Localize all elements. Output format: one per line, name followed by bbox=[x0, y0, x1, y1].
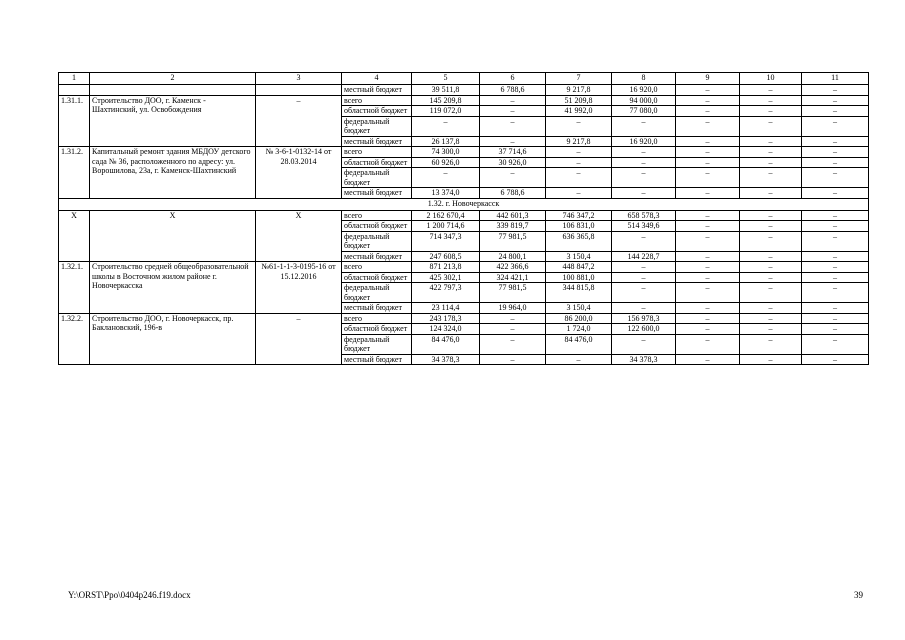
page-number: 39 bbox=[854, 590, 863, 600]
amount-cell: – bbox=[676, 221, 740, 232]
amount-cell: 442 601,3 bbox=[480, 210, 546, 221]
column-header: 8 bbox=[612, 73, 676, 85]
funding-source: местный бюджет bbox=[342, 251, 412, 262]
amount-cell: – bbox=[676, 251, 740, 262]
amount-cell: – bbox=[480, 354, 546, 365]
amount-cell: 422 366,6 bbox=[480, 262, 546, 273]
amount-cell: 106 831,0 bbox=[546, 221, 612, 232]
amount-cell: – bbox=[740, 324, 802, 335]
amount-cell: – bbox=[612, 303, 676, 314]
amount-cell: 24 800,1 bbox=[480, 251, 546, 262]
amount-cell: 124 324,0 bbox=[412, 324, 480, 335]
amount-cell: 60 926,0 bbox=[412, 157, 480, 168]
amount-cell: – bbox=[546, 354, 612, 365]
amount-cell: – bbox=[480, 116, 546, 136]
amount-cell: – bbox=[740, 210, 802, 221]
funding-source: всего bbox=[342, 147, 412, 158]
amount-cell: – bbox=[740, 136, 802, 147]
amount-cell: – bbox=[676, 283, 740, 303]
amount-cell: – bbox=[676, 303, 740, 314]
amount-cell: 714 347,3 bbox=[412, 231, 480, 251]
amount-cell: 3 150,4 bbox=[546, 303, 612, 314]
amount-cell: 100 881,0 bbox=[546, 272, 612, 283]
funding-source: областной бюджет bbox=[342, 106, 412, 117]
amount-cell: – bbox=[546, 147, 612, 158]
funding-source: федеральный бюджет bbox=[342, 334, 412, 354]
amount-cell: – bbox=[546, 116, 612, 136]
amount-cell: 77 080,0 bbox=[612, 106, 676, 117]
amount-cell: 16 920,0 bbox=[612, 85, 676, 96]
amount-cell: – bbox=[740, 188, 802, 199]
amount-cell: – bbox=[480, 106, 546, 117]
amount-cell: – bbox=[612, 231, 676, 251]
amount-cell: 74 300,0 bbox=[412, 147, 480, 158]
amount-cell: 122 600,0 bbox=[612, 324, 676, 335]
amount-cell: – bbox=[612, 188, 676, 199]
amount-cell: – bbox=[480, 95, 546, 106]
amount-cell: – bbox=[802, 95, 869, 106]
item-number: 1.31.1. bbox=[59, 95, 90, 147]
amount-cell: 37 714,6 bbox=[480, 147, 546, 158]
amount-cell: 144 228,7 bbox=[612, 251, 676, 262]
item-name: Строительство ДОО, г. Каменск - Шахтинский, ул. Освобождения bbox=[90, 95, 256, 147]
amount-cell: 448 847,2 bbox=[546, 262, 612, 273]
amount-cell: 84 476,0 bbox=[412, 334, 480, 354]
amount-cell: – bbox=[740, 85, 802, 96]
amount-cell: 39 511,8 bbox=[412, 85, 480, 96]
item-number: 1.32.1. bbox=[59, 262, 90, 314]
item-document: – bbox=[256, 95, 342, 147]
amount-cell: 41 992,0 bbox=[546, 106, 612, 117]
amount-cell: 1 200 714,6 bbox=[412, 221, 480, 232]
table-row bbox=[59, 262, 869, 273]
column-header: 9 bbox=[676, 73, 740, 85]
funding-source: всего bbox=[342, 313, 412, 324]
amount-cell: – bbox=[802, 231, 869, 251]
amount-cell: – bbox=[802, 85, 869, 96]
amount-cell: – bbox=[480, 136, 546, 147]
item-document: №61-1-1-3-0195-16 от 15.12.2016 bbox=[256, 262, 342, 314]
funding-source: местный бюджет bbox=[342, 354, 412, 365]
amount-cell: – bbox=[676, 354, 740, 365]
item-number: 1.32.2. bbox=[59, 313, 90, 365]
amount-cell: 94 000,0 bbox=[612, 95, 676, 106]
item-name: Строительство ДОО, г. Новочеркасск, пр. Баклановский, 196-в bbox=[90, 313, 256, 365]
funding-source: областной бюджет bbox=[342, 157, 412, 168]
amount-cell: 86 200,0 bbox=[546, 313, 612, 324]
item-name: Капитальный ремонт здания МБДОУ детского сада № 36, расположенного по адресу: ул. Ворошилова, 23а, г. Каменск-Шахтинский bbox=[90, 147, 256, 199]
table-body bbox=[59, 73, 869, 365]
funding-source: всего bbox=[342, 262, 412, 273]
item-document: № 3-6-1-0132-14 от 28.03.2014 bbox=[256, 147, 342, 199]
amount-cell: – bbox=[676, 272, 740, 283]
table-row bbox=[59, 85, 869, 96]
item-number: 1.31.2. bbox=[59, 147, 90, 199]
column-header: 2 bbox=[90, 73, 256, 85]
amount-cell: – bbox=[546, 188, 612, 199]
amount-cell: – bbox=[676, 231, 740, 251]
item-name: Х bbox=[90, 210, 256, 262]
table-row bbox=[59, 95, 869, 106]
amount-cell: – bbox=[612, 116, 676, 136]
amount-cell: 34 378,3 bbox=[612, 354, 676, 365]
funding-source: местный бюджет bbox=[342, 188, 412, 199]
amount-cell: – bbox=[740, 116, 802, 136]
amount-cell: – bbox=[802, 303, 869, 314]
column-header: 7 bbox=[546, 73, 612, 85]
funding-source: федеральный бюджет bbox=[342, 116, 412, 136]
amount-cell: – bbox=[676, 116, 740, 136]
column-header: 10 bbox=[740, 73, 802, 85]
amount-cell: – bbox=[802, 221, 869, 232]
funding-source: областной бюджет bbox=[342, 324, 412, 335]
column-header-row bbox=[59, 73, 869, 85]
amount-cell: – bbox=[802, 251, 869, 262]
amount-cell: – bbox=[676, 85, 740, 96]
amount-cell: – bbox=[740, 147, 802, 158]
amount-cell: 324 421,1 bbox=[480, 272, 546, 283]
funding-source: местный бюджет bbox=[342, 85, 412, 96]
amount-cell: – bbox=[802, 116, 869, 136]
amount-cell: – bbox=[740, 221, 802, 232]
amount-cell: 243 178,3 bbox=[412, 313, 480, 324]
amount-cell: 514 349,6 bbox=[612, 221, 676, 232]
amount-cell: – bbox=[480, 168, 546, 188]
amount-cell: – bbox=[802, 147, 869, 158]
funding-source: федеральный бюджет bbox=[342, 231, 412, 251]
amount-cell: 6 788,6 bbox=[480, 85, 546, 96]
amount-cell: – bbox=[802, 324, 869, 335]
amount-cell: – bbox=[612, 283, 676, 303]
amount-cell: – bbox=[676, 334, 740, 354]
amount-cell: 51 209,8 bbox=[546, 95, 612, 106]
amount-cell: 156 978,3 bbox=[612, 313, 676, 324]
amount-cell: – bbox=[676, 188, 740, 199]
amount-cell: – bbox=[740, 354, 802, 365]
item-document bbox=[256, 85, 342, 96]
column-header: 4 bbox=[342, 73, 412, 85]
amount-cell: – bbox=[676, 136, 740, 147]
amount-cell: – bbox=[802, 136, 869, 147]
amount-cell: – bbox=[740, 283, 802, 303]
funding-source: областной бюджет bbox=[342, 272, 412, 283]
amount-cell: – bbox=[802, 262, 869, 273]
section-title: 1.32. г. Новочеркасск bbox=[59, 198, 869, 210]
amount-cell: – bbox=[740, 251, 802, 262]
budget-table bbox=[58, 72, 869, 365]
section-row bbox=[59, 198, 869, 210]
amount-cell: – bbox=[412, 116, 480, 136]
item-document: Х bbox=[256, 210, 342, 262]
amount-cell: – bbox=[740, 262, 802, 273]
amount-cell: 636 365,8 bbox=[546, 231, 612, 251]
amount-cell: – bbox=[612, 168, 676, 188]
column-header: 5 bbox=[412, 73, 480, 85]
amount-cell: – bbox=[740, 168, 802, 188]
amount-cell: – bbox=[612, 147, 676, 158]
amount-cell: 344 815,8 bbox=[546, 283, 612, 303]
amount-cell: – bbox=[740, 95, 802, 106]
amount-cell: 746 347,2 bbox=[546, 210, 612, 221]
amount-cell: 23 114,4 bbox=[412, 303, 480, 314]
amount-cell: 145 209,8 bbox=[412, 95, 480, 106]
funding-source: местный бюджет bbox=[342, 136, 412, 147]
amount-cell: – bbox=[676, 147, 740, 158]
amount-cell: – bbox=[740, 106, 802, 117]
amount-cell: 9 217,8 bbox=[546, 136, 612, 147]
item-document: – bbox=[256, 313, 342, 365]
funding-source: областной бюджет bbox=[342, 221, 412, 232]
amount-cell: – bbox=[480, 324, 546, 335]
amount-cell: – bbox=[676, 168, 740, 188]
amount-cell: 2 162 670,4 bbox=[412, 210, 480, 221]
column-header: 3 bbox=[256, 73, 342, 85]
funding-source: местный бюджет bbox=[342, 303, 412, 314]
amount-cell: – bbox=[546, 157, 612, 168]
amount-cell: – bbox=[612, 262, 676, 273]
footer-file-path: Y:\ORST\Ppo\0404p246.f19.docx bbox=[68, 590, 191, 600]
amount-cell: 425 302,1 bbox=[412, 272, 480, 283]
amount-cell: – bbox=[676, 106, 740, 117]
funding-source: федеральный бюджет bbox=[342, 283, 412, 303]
amount-cell: 3 150,4 bbox=[546, 251, 612, 262]
table-row bbox=[59, 210, 869, 221]
amount-cell: – bbox=[802, 313, 869, 324]
item-name: Строительство средней общеобразовательной школы в Восточном жилом районе г. Новочеркасска bbox=[90, 262, 256, 314]
amount-cell: – bbox=[740, 313, 802, 324]
amount-cell: – bbox=[676, 157, 740, 168]
amount-cell: 84 476,0 bbox=[546, 334, 612, 354]
amount-cell: – bbox=[802, 157, 869, 168]
amount-cell: – bbox=[480, 334, 546, 354]
column-header: 11 bbox=[802, 73, 869, 85]
item-number: Х bbox=[59, 210, 90, 262]
amount-cell: – bbox=[676, 262, 740, 273]
amount-cell: 77 981,5 bbox=[480, 283, 546, 303]
amount-cell: – bbox=[612, 334, 676, 354]
amount-cell: – bbox=[802, 106, 869, 117]
item-name bbox=[90, 85, 256, 96]
amount-cell: – bbox=[412, 168, 480, 188]
funding-source: всего bbox=[342, 95, 412, 106]
amount-cell: – bbox=[676, 324, 740, 335]
amount-cell: 871 213,8 bbox=[412, 262, 480, 273]
table-row bbox=[59, 313, 869, 324]
amount-cell: – bbox=[740, 157, 802, 168]
amount-cell: – bbox=[676, 210, 740, 221]
amount-cell: 6 788,6 bbox=[480, 188, 546, 199]
item-number bbox=[59, 85, 90, 96]
amount-cell: – bbox=[480, 313, 546, 324]
amount-cell: – bbox=[612, 272, 676, 283]
amount-cell: 119 072,0 bbox=[412, 106, 480, 117]
column-header: 6 bbox=[480, 73, 546, 85]
amount-cell: – bbox=[612, 157, 676, 168]
amount-cell: – bbox=[802, 272, 869, 283]
amount-cell: – bbox=[802, 283, 869, 303]
amount-cell: – bbox=[740, 303, 802, 314]
amount-cell: – bbox=[802, 188, 869, 199]
amount-cell: – bbox=[740, 334, 802, 354]
amount-cell: 247 608,5 bbox=[412, 251, 480, 262]
amount-cell: 9 217,8 bbox=[546, 85, 612, 96]
amount-cell: 34 378,3 bbox=[412, 354, 480, 365]
funding-source: всего bbox=[342, 210, 412, 221]
amount-cell: 30 926,0 bbox=[480, 157, 546, 168]
amount-cell: – bbox=[740, 231, 802, 251]
amount-cell: 77 981,5 bbox=[480, 231, 546, 251]
amount-cell: 13 374,0 bbox=[412, 188, 480, 199]
amount-cell: 1 724,0 bbox=[546, 324, 612, 335]
amount-cell: – bbox=[802, 334, 869, 354]
funding-source: федеральный бюджет bbox=[342, 168, 412, 188]
amount-cell: – bbox=[802, 168, 869, 188]
amount-cell: 19 964,0 bbox=[480, 303, 546, 314]
amount-cell: – bbox=[676, 95, 740, 106]
column-header: 1 bbox=[59, 73, 90, 85]
amount-cell: – bbox=[546, 168, 612, 188]
amount-cell: 422 797,3 bbox=[412, 283, 480, 303]
amount-cell: – bbox=[802, 354, 869, 365]
table-row bbox=[59, 147, 869, 158]
amount-cell: 16 920,0 bbox=[612, 136, 676, 147]
amount-cell: – bbox=[740, 272, 802, 283]
amount-cell: 339 819,7 bbox=[480, 221, 546, 232]
amount-cell: – bbox=[802, 210, 869, 221]
amount-cell: 26 137,8 bbox=[412, 136, 480, 147]
amount-cell: 658 578,3 bbox=[612, 210, 676, 221]
amount-cell: – bbox=[676, 313, 740, 324]
